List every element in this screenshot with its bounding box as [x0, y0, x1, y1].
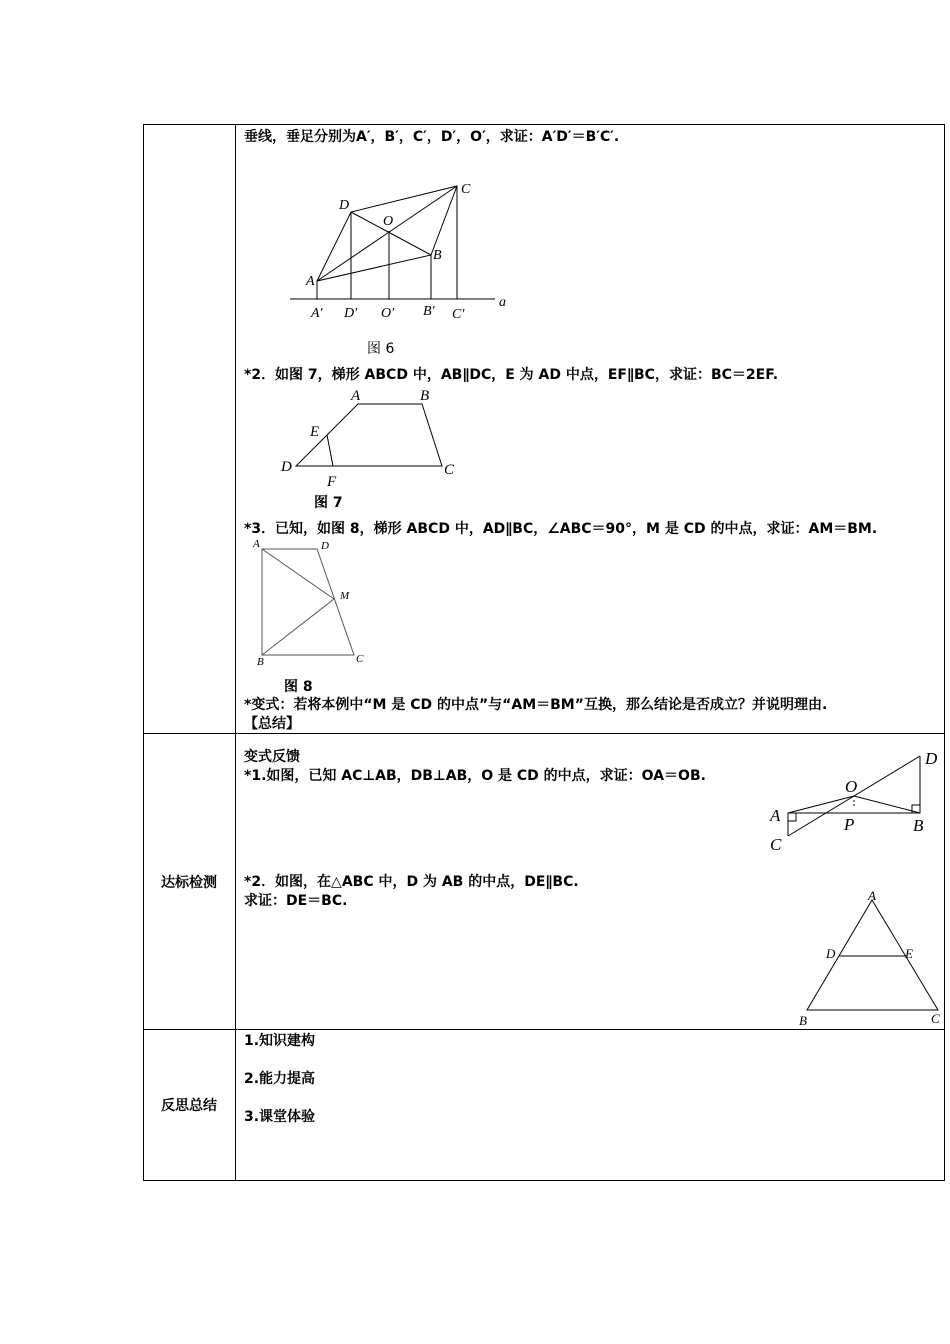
- problem3-text: *3．已知，如图 8，梯形 ABCD 中，AD∥BC，∠ABC＝90°，M 是 CD 的中点，求证：AM＝BM.: [244, 521, 878, 537]
- assessment-problem1: *1.如图，已知 AC⊥AB，DB⊥AB，O 是 CD 的中点，求证：OA＝OB.: [244, 768, 706, 784]
- fig6-label-a-prime: A′: [311, 306, 323, 321]
- assessment-figure-1: [765, 748, 945, 858]
- variant-question: *变式：若将本例中“M 是 CD 的中点”与“AM＝BM”互换，那么结论是否成立？并说明理由.: [244, 697, 828, 713]
- fig8-label-m: M: [340, 590, 350, 602]
- figure-8-caption: 图 8: [284, 679, 313, 695]
- column-divider: [235, 124, 236, 1181]
- fig1-label-d: D: [925, 749, 938, 768]
- fig2-label-c: C: [931, 1011, 940, 1026]
- fig7-label-d: D: [281, 459, 292, 475]
- reflection-item-ability: 2.能力提高: [244, 1071, 316, 1087]
- fig1-right-angle-a: [788, 813, 796, 821]
- fig7-label-a: A: [351, 388, 361, 404]
- fig6-label-line-a: a: [499, 295, 506, 310]
- fig1-label-b: B: [913, 816, 924, 835]
- fig6-label-a: A: [306, 274, 315, 289]
- fig7-label-e: E: [310, 424, 320, 440]
- reflection-item-knowledge: 1.知识建构: [244, 1033, 316, 1049]
- fig8-label-b: B: [257, 656, 264, 668]
- fig1-label-p: P: [844, 815, 855, 834]
- fig8-trapezoid: [262, 549, 354, 655]
- fig6-label-d-prime: D′: [344, 306, 358, 321]
- figure-6: [285, 175, 515, 335]
- fig6-label-o-prime: O′: [381, 306, 395, 321]
- fig6-label-b-prime: B′: [423, 304, 435, 319]
- assessment-figure-2: [795, 888, 945, 1028]
- row-label-assessment: 达标检测: [161, 874, 217, 891]
- problem2-text: *2．如图 7，梯形 ABCD 中，AB∥DC，E 为 AD 中点，EF∥BC，求证：BC＝2EF.: [244, 367, 779, 383]
- fig7-segment-ef: [327, 435, 333, 466]
- fig2-label-d: D: [826, 946, 836, 961]
- fig1-segment-oa: [788, 796, 854, 813]
- row-label-reflection: 反思总结: [161, 1098, 217, 1114]
- assessment-problem2: *2．如图，在△ABC 中，D 为 AB 的中点，DE∥BC.: [244, 874, 579, 890]
- figure-6-caption: 图 6: [367, 341, 395, 357]
- fig6-label-d: D: [339, 198, 350, 213]
- fig7-label-b: B: [420, 388, 430, 404]
- fig8-label-d: D: [321, 540, 329, 552]
- fig6-label-c: C: [461, 182, 471, 197]
- assessment-problem2-claim: 求证：DE＝BC.: [244, 893, 348, 909]
- fig2-label-b: B: [799, 1013, 807, 1028]
- fig8-label-a: A: [253, 538, 260, 550]
- fig2-label-a: A: [868, 888, 876, 903]
- fig8-label-c: C: [356, 653, 364, 665]
- fig6-label-o: O: [383, 214, 394, 229]
- variant-feedback-title: 变式反馈: [244, 749, 300, 765]
- fig1-label-o: O: [845, 777, 858, 796]
- summary-heading: 【总结】: [244, 716, 300, 732]
- figure-8: [250, 537, 370, 670]
- reflection-item-experience: 3.课堂体验: [244, 1109, 316, 1125]
- row-divider-2: [143, 1029, 945, 1030]
- fig6-label-c-prime: C′: [452, 307, 465, 322]
- fig6-diagonal-ac: [317, 186, 457, 281]
- fig7-label-f: F: [327, 474, 337, 490]
- fig2-label-e: E: [905, 946, 913, 961]
- table-border-top: [143, 124, 945, 125]
- fig1-label-a: A: [770, 806, 781, 825]
- fig6-label-b: B: [433, 248, 442, 263]
- fig1-label-c: C: [770, 835, 782, 854]
- figure-7: [278, 385, 468, 490]
- fig8-segment-bm: [262, 599, 334, 655]
- fig7-label-c: C: [444, 462, 455, 478]
- problem1-continuation: 垂线，垂足分别为A′，B′，C′，D′，O′，求证：A′D′＝B′C′.: [244, 129, 620, 145]
- fig8-segment-am: [262, 549, 334, 599]
- fig1-segment-ob: [854, 796, 920, 813]
- row-divider-1: [143, 733, 945, 734]
- table-border-bottom: [143, 1180, 945, 1181]
- figure-7-caption: 图 7: [314, 495, 343, 511]
